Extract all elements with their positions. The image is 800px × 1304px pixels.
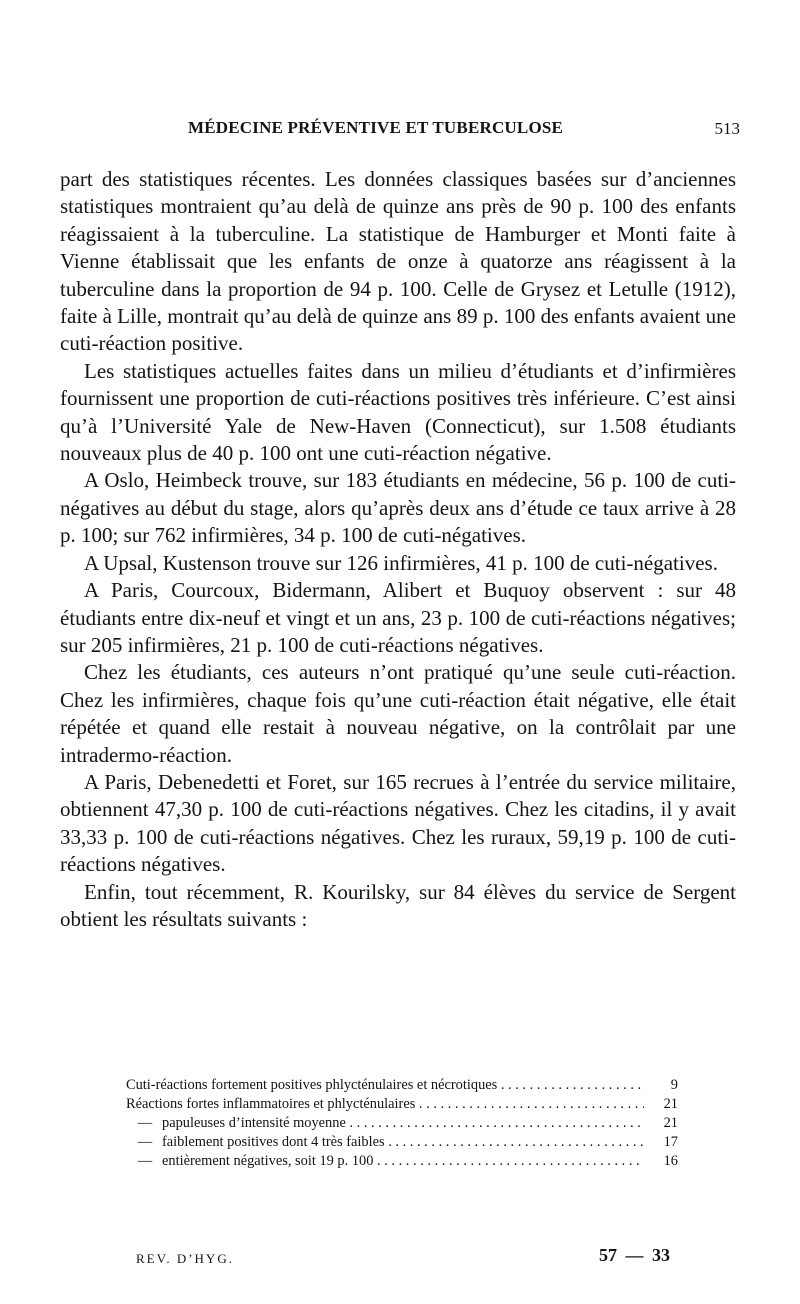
- signature-mark: 57 — 33: [599, 1245, 670, 1265]
- journal-abbreviation: REV. D’HYG.: [136, 1251, 234, 1266]
- results-row: [126, 1076, 678, 1095]
- paragraph: part des statistiques récentes. Les données classiques basées sur d’anciennes statistiques montraient qu’au delà de quinze ans près de 90 p. 100 des enfants réagissaient à la tuberculine. La statistique de Hamburger et Monti faite à Vienne établissait que les enfants de onze à quatorze ans réagissent à la tuberculine dans la proportion de 94 p. 100. Celle de Grysez et Letulle (1912), faite à Lille, montrait qu’au delà de quinze ans 89 p. 100 des enfants avaient une cuti-réaction positive.: [60, 167, 736, 356]
- page-header: [60, 118, 740, 142]
- body-text: [60, 166, 736, 933]
- paragraph: Les statistiques actuelles faites dans un milieu d’étudiants et d’infirmières fournissent une proportion de cuti-réactions positives très inférieure. C’est ainsi qu’à l’Université Yale de New-Haven (Connecticut), sur 1.508 étudiants nouveaux plus de 40 p. 100 ont une cuti-réaction négative.: [60, 358, 736, 466]
- results-label: faiblement positives dont 4 très faibles . . .: [162, 1133, 644, 1152]
- results-row: [126, 1152, 678, 1171]
- page-number: 513: [714, 119, 740, 138]
- paragraph: Enfin, tout récemment, R. Kourilsky, sur 84 élèves du service de Sergent obtient les résultats suivants :: [60, 879, 736, 931]
- results-label: entièrement négatives, soit 19 p. 100 . . .: [162, 1152, 644, 1171]
- results-label: Cuti-réactions fortement positives phlycténulaires et nécrotiques . . .: [126, 1076, 644, 1095]
- ditto-dash: —: [137, 1153, 153, 1169]
- results-label: Réactions fortes inflammatoires et phlycténulaires . . .: [126, 1095, 644, 1114]
- results-value: 21: [663, 1096, 678, 1112]
- results-value: 21: [663, 1115, 678, 1131]
- results-label: papuleuses d’intensité moyenne . . .: [162, 1114, 644, 1133]
- paragraph: A Upsal, Kustenson trouve sur 126 infirmières, 41 p. 100 de cuti-négatives.: [84, 550, 718, 575]
- ditto-dash: —: [137, 1134, 153, 1150]
- results-table: [126, 1076, 678, 1171]
- paragraph: A Paris, Debenedetti et Foret, sur 165 recrues à l’entrée du service militaire, obtiennent 47,30 p. 100 de cuti-réactions négatives. Chez les citadins, il y avait 33,33 p. 100 de cuti-réactions négatives. Chez les ruraux, 59,19 p. 100 de cuti-réactions négatives.: [60, 769, 736, 877]
- ditto-dash: —: [137, 1115, 153, 1131]
- results-row: [126, 1133, 678, 1152]
- results-row: [126, 1095, 678, 1114]
- results-row: [126, 1114, 678, 1133]
- results-value: 16: [663, 1153, 678, 1169]
- results-value: 17: [663, 1134, 678, 1150]
- page-footer: [136, 1245, 670, 1269]
- results-value: 9: [670, 1077, 678, 1093]
- paragraph: A Paris, Courcoux, Bidermann, Alibert et Buquoy observent : sur 48 étudiants entre dix-neuf et vingt et un ans, 23 p. 100 de cuti-réactions négatives; sur 205 infirmières, 21 p. 100 de cuti-réactions négatives.: [60, 578, 736, 657]
- paragraph: Chez les étudiants, ces auteurs n’ont pratiqué qu’une seule cuti-réaction. Chez les infirmières, chaque fois qu’une cuti-réaction était négative, elle était répétée et quand elle restait à nouveau négative, on la contrôlait par une intradermo-réaction.: [60, 660, 736, 767]
- running-title: MÉDECINE PRÉVENTIVE ET TUBERCULOSE: [188, 118, 564, 137]
- paragraph: A Oslo, Heimbeck trouve, sur 183 étudiants en médecine, 56 p. 100 de cuti-négatives au début du stage, alors qu’après deux ans d’étude ce taux arrive à 28 p. 100; sur 762 infirmières, 34 p. 100 de cuti-négatives.: [60, 468, 736, 548]
